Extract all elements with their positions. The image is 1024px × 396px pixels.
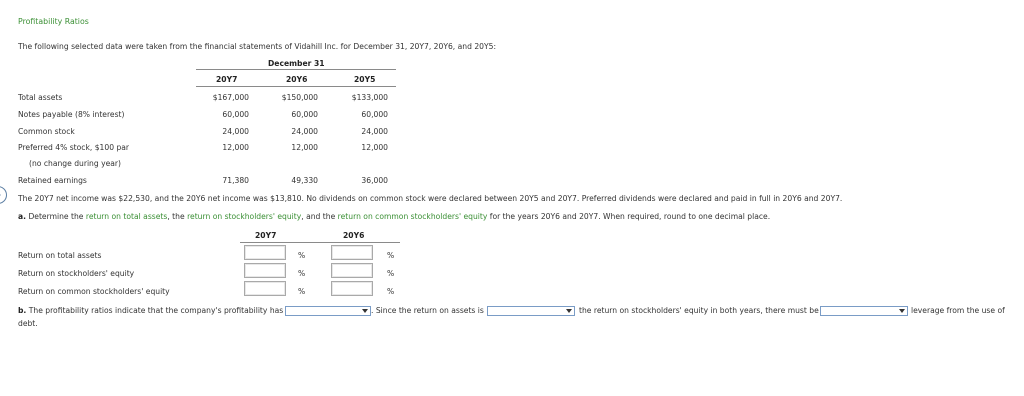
chevron-down-icon <box>566 309 572 313</box>
cell-value: $167,000 <box>212 93 249 102</box>
part-b-text: The profitability ratios indicate that the company's profitability has <box>28 306 284 315</box>
years-rule <box>196 86 396 87</box>
instr-text: , the <box>167 212 188 221</box>
part-b-text: the return on stockholders' equity in both years, there must be <box>579 306 819 315</box>
roe-20y7-input[interactable] <box>244 263 286 278</box>
answer-row-label: Return on total assets <box>18 251 102 260</box>
answer-col-20y7: 20Y7 <box>255 231 277 240</box>
instr-text: Determine the <box>28 212 86 221</box>
return-on-stockholders-equity-link[interactable]: return on stockholders' equity <box>187 212 302 221</box>
col-header-20y7: 20Y7 <box>216 75 238 84</box>
return-on-common-equity-link[interactable]: return on common stockholders' equity <box>337 212 488 221</box>
part-a-prefix: a. <box>18 212 27 221</box>
part-a-instructions <box>18 212 770 221</box>
roe-20y6-input[interactable] <box>331 263 373 278</box>
row-label: Retained earnings <box>18 176 87 185</box>
cell-value: 24,000 <box>361 127 388 136</box>
cell-value: 12,000 <box>361 143 388 152</box>
percent-sign: % <box>298 287 306 296</box>
cell-value: 24,000 <box>291 127 318 136</box>
answer-header-rule <box>240 242 400 243</box>
answer-col-20y6: 20Y6 <box>343 231 365 240</box>
cell-value: 36,000 <box>361 176 388 185</box>
cell-value: 12,000 <box>222 143 249 152</box>
percent-sign: % <box>387 269 395 278</box>
row-label: Preferred 4% stock, $100 par <box>18 143 130 152</box>
leverage-type-dropdown[interactable] <box>820 306 908 316</box>
answer-row-label: Return on stockholders' equity <box>18 269 135 278</box>
header-rule <box>196 69 396 70</box>
part-b-text: leverage from the use of <box>911 306 1005 315</box>
roa-20y6-input[interactable] <box>331 245 373 260</box>
page-title: Profitability Ratios <box>18 17 89 26</box>
answer-row-label: Return on common stockholders' equity <box>18 287 170 296</box>
cell-value: 60,000 <box>361 110 388 119</box>
cell-value: 24,000 <box>222 127 249 136</box>
row-label: Notes payable (8% interest) <box>18 110 125 119</box>
row-label: Total assets <box>18 93 63 102</box>
cell-value: 60,000 <box>291 110 318 119</box>
chevron-down-icon <box>899 309 905 313</box>
row-label: Common stock <box>18 127 75 136</box>
cell-value: 71,380 <box>222 176 249 185</box>
rocse-20y6-input[interactable] <box>331 281 373 296</box>
percent-sign: % <box>298 251 306 260</box>
part-b-line <box>18 306 283 315</box>
group-header: December 31 <box>268 59 325 68</box>
part-b-text: debt. <box>18 319 38 328</box>
cell-value: $150,000 <box>281 93 318 102</box>
chevron-down-icon <box>362 309 368 313</box>
roa-20y7-input[interactable] <box>244 245 286 260</box>
instr-text: for the years 20Y6 and 20Y7. When required, round to one decimal place. <box>487 212 771 221</box>
profitability-trend-dropdown[interactable] <box>285 306 371 316</box>
roa-comparison-dropdown[interactable] <box>487 306 575 316</box>
percent-sign: % <box>387 251 395 260</box>
part-b-prefix: b. <box>18 306 27 315</box>
note-text: The 20Y7 net income was $22,530, and the 20Y6 net income was $13,810. No dividends on common stock were declared between 20Y5 and 20Y7. Preferred dividends were declared and paid in full in 20Y6 and 20Y7. <box>18 194 843 203</box>
percent-sign: % <box>387 287 395 296</box>
col-header-20y6: 20Y6 <box>286 75 308 84</box>
cell-value: 12,000 <box>291 143 318 152</box>
intro-text: The following selected data were taken from the financial statements of Vidahill Inc. for December 31, 20Y7, 20Y6, and 20Y5: <box>18 42 497 51</box>
instr-text: , and the <box>301 212 338 221</box>
row-label: (no change during year) <box>29 159 122 168</box>
rocse-20y7-input[interactable] <box>244 281 286 296</box>
cell-value: 49,330 <box>291 176 318 185</box>
percent-sign: % <box>298 269 306 278</box>
cell-value: 60,000 <box>222 110 249 119</box>
part-b-text: . Since the return on assets is <box>371 306 484 315</box>
cell-value: $133,000 <box>351 93 388 102</box>
play-icon[interactable] <box>0 186 7 204</box>
return-on-total-assets-link[interactable]: return on total assets <box>85 212 168 221</box>
col-header-20y5: 20Y5 <box>354 75 376 84</box>
